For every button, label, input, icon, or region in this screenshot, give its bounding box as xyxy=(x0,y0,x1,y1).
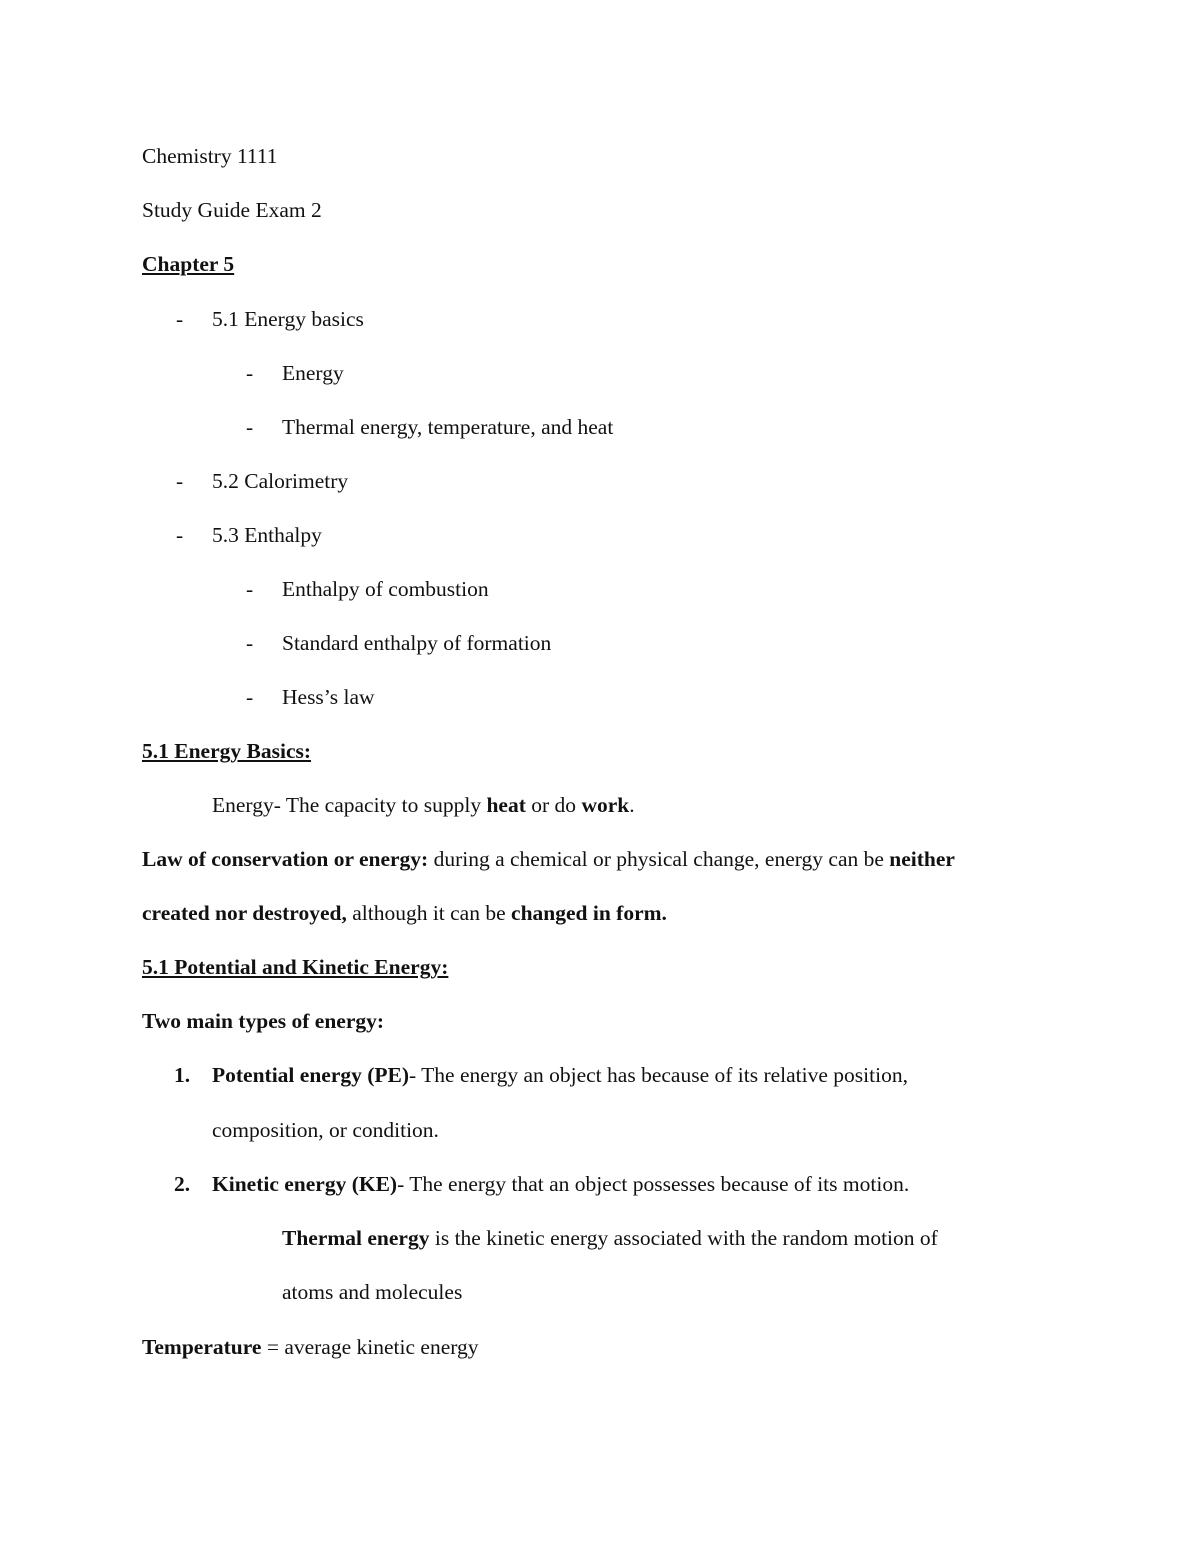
changed-term: changed in form. xyxy=(511,901,667,925)
punctuation: . xyxy=(629,793,635,817)
neither-term: neither xyxy=(889,847,955,871)
outline-subitem: Standard enthalpy of formation xyxy=(282,631,552,655)
law-text: although it can be xyxy=(346,901,512,925)
list-number: 2. xyxy=(174,1172,191,1196)
energy-def-text: - The capacity to supply xyxy=(273,793,487,817)
created-term: created nor destroyed, xyxy=(142,901,347,925)
section-heading-energy-basics: 5.1 Energy Basics: xyxy=(142,739,312,763)
outline-subitem: Enthalpy of combustion xyxy=(282,577,489,601)
outline-bullet: - xyxy=(246,685,254,709)
guide-title: Study Guide Exam 2 xyxy=(142,198,322,222)
outline-bullet: - xyxy=(176,469,184,493)
outline-bullet: - xyxy=(246,631,254,655)
pe-term: Potential energy (PE) xyxy=(212,1063,410,1087)
outline-bullet: - xyxy=(246,577,254,601)
outline-bullet: - xyxy=(246,415,254,439)
temperature-line xyxy=(142,1337,479,1359)
outline-item: 5.3 Enthalpy xyxy=(212,523,322,547)
energy-definition xyxy=(212,795,635,817)
potential-energy-item xyxy=(212,1065,908,1087)
pe-definition-cont: composition, or condition. xyxy=(212,1118,439,1142)
types-heading: Two main types of energy: xyxy=(142,1009,385,1033)
law-term: Law of conservation or energy: xyxy=(142,847,429,871)
section-heading-pe-ke: 5.1 Potential and Kinetic Energy: xyxy=(142,955,449,979)
law-conservation-line2 xyxy=(142,903,667,925)
outline-subitem: Thermal energy, temperature, and heat xyxy=(282,415,614,439)
outline-bullet: - xyxy=(246,361,254,385)
outline-bullet: - xyxy=(176,523,184,547)
thermal-energy-line1 xyxy=(282,1228,938,1250)
temperature-text: = average kinetic energy xyxy=(261,1335,479,1359)
thermal-energy-line2: atoms and molecules xyxy=(282,1280,463,1304)
thermal-term: Thermal energy xyxy=(282,1226,430,1250)
outline-item: 5.1 Energy basics xyxy=(212,307,364,331)
ke-term: Kinetic energy (KE) xyxy=(212,1172,398,1196)
law-conservation-line1 xyxy=(142,849,955,871)
kinetic-energy-item xyxy=(212,1174,909,1196)
energy-def-text: or do xyxy=(525,793,582,817)
ke-definition: - The energy that an object possesses because of its motion. xyxy=(397,1172,910,1196)
work-term: work xyxy=(581,793,630,817)
outline-subitem: Hess’s law xyxy=(282,685,375,709)
outline-bullet: - xyxy=(176,307,184,331)
energy-term: Energy xyxy=(212,793,274,817)
course-title: Chemistry 1111 xyxy=(142,144,278,168)
pe-definition: - The energy an object has because of its relative position, xyxy=(409,1063,908,1087)
list-number: 1. xyxy=(174,1063,191,1087)
thermal-text: is the kinetic energy associated with the random motion of xyxy=(429,1226,938,1250)
chapter-heading: Chapter 5 xyxy=(142,252,235,276)
temperature-term: Temperature xyxy=(142,1335,262,1359)
outline-item: 5.2 Calorimetry xyxy=(212,469,349,493)
heat-term: heat xyxy=(486,793,526,817)
outline-subitem: Energy xyxy=(282,361,344,385)
law-text: during a chemical or physical change, energy can be xyxy=(428,847,890,871)
